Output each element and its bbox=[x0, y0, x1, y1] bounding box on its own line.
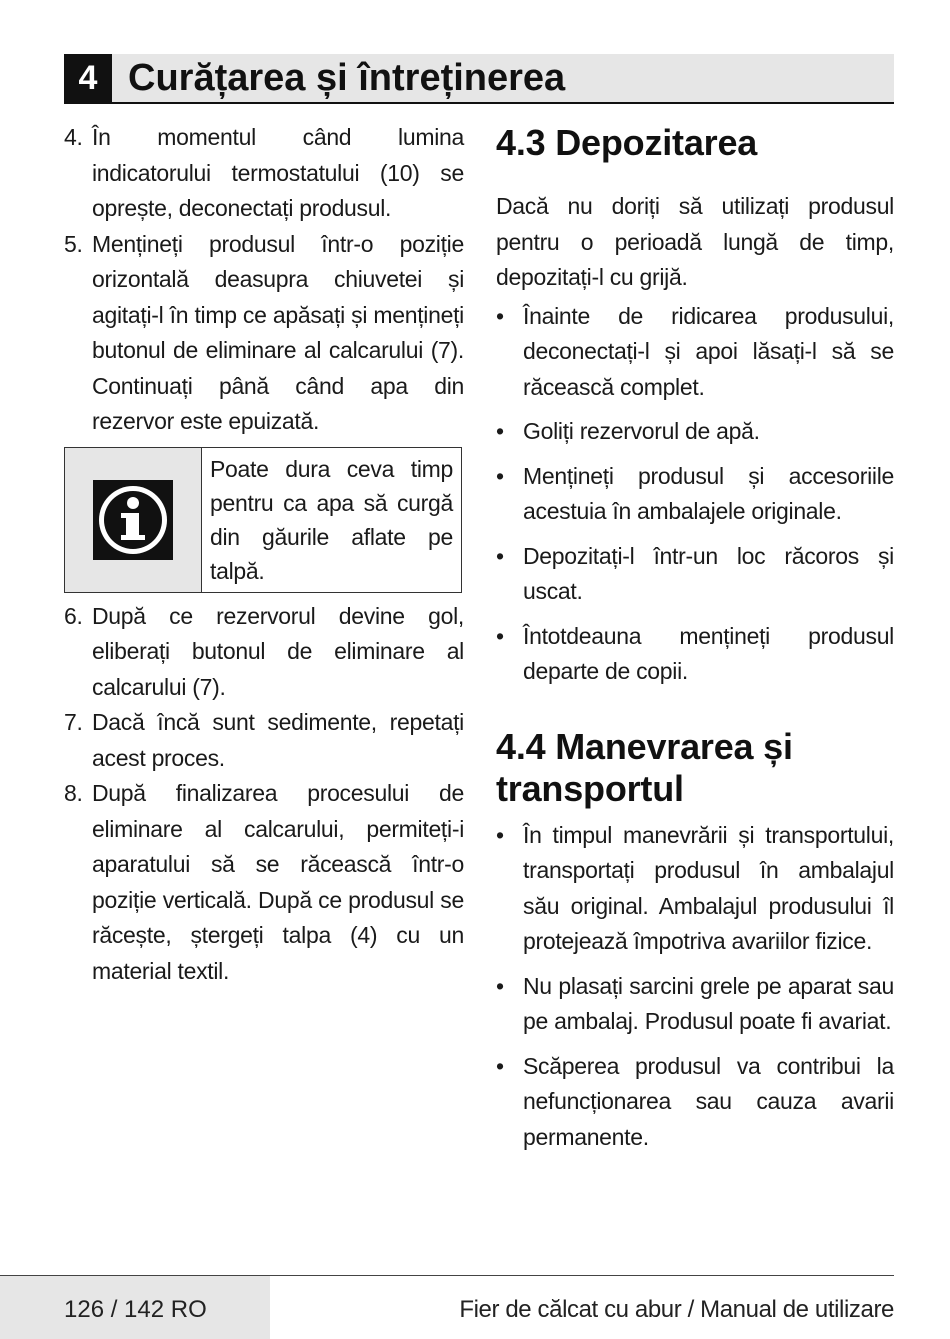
right-column bbox=[496, 120, 894, 1155]
bullet-text: Înainte de ridicarea produsului, deconectați-l și apoi lăsați-l să se răcească complet. bbox=[523, 302, 894, 400]
handling-heading: 4.4 Manevrarea și transportul bbox=[496, 725, 793, 809]
footer-title: Fier de călcat cu abur / Manual de utilizare bbox=[459, 1296, 894, 1323]
step-number: 8. bbox=[64, 780, 83, 806]
note-icon-cell bbox=[65, 448, 202, 592]
step-item bbox=[64, 776, 464, 989]
bullet-dot: • bbox=[496, 622, 504, 649]
bullet-text: Întotdeauna mențineți produsul departe de copii. bbox=[523, 622, 894, 684]
step-item bbox=[64, 227, 464, 440]
step-item bbox=[64, 120, 464, 227]
bullet-dot: • bbox=[496, 418, 504, 444]
handling-bullet bbox=[496, 1049, 894, 1156]
step-number: 7. bbox=[64, 709, 83, 735]
bullet-text: În timpul manevrării și transportului, transportați produsul în ambalajul său original. Ambalajul produsului îl protejează împotriva avariilor fizice. bbox=[523, 821, 894, 954]
storage-bullet bbox=[496, 619, 894, 690]
storage-heading: 4.3 Depozitarea bbox=[496, 122, 758, 163]
bullet-dot: • bbox=[496, 821, 504, 848]
section-header bbox=[64, 54, 894, 104]
note-text: Poate dura ceva timp pentru ca apa să curgă din găurile aflate pe talpă. bbox=[210, 455, 453, 584]
handling-bullet bbox=[496, 818, 894, 960]
bullet-text: Mențineți produsul și accesoriile acestuia în ambalajele originale. bbox=[523, 462, 894, 524]
handling-bullet bbox=[496, 969, 894, 1040]
step-text: Dacă încă sunt sedimente, repetați acest proces. bbox=[92, 709, 464, 771]
bullet-dot: • bbox=[496, 462, 504, 489]
storage-bullet bbox=[496, 299, 894, 406]
bullet-text: Scăperea produsul va contribui la nefuncționarea sau cauza avarii permanente. bbox=[523, 1052, 894, 1150]
step-item bbox=[64, 599, 464, 706]
left-column bbox=[64, 120, 464, 989]
storage-bullet bbox=[496, 459, 894, 530]
step-item bbox=[64, 705, 464, 776]
step-number: 5. bbox=[64, 230, 83, 257]
step-number: 4. bbox=[64, 124, 83, 150]
bullet-text: Nu plasați sarcini grele pe aparat sau pe ambalaj. Produsul poate fi avariat. bbox=[523, 972, 894, 1034]
bullet-dot: • bbox=[496, 972, 504, 999]
info-note bbox=[64, 447, 462, 593]
section-number: 4 bbox=[64, 54, 112, 102]
storage-intro: Dacă nu doriți să utilizați produsul pentru o perioadă lungă de timp, depozitați-l cu grijă. bbox=[496, 193, 894, 290]
bullet-dot: • bbox=[496, 1052, 504, 1079]
step-text: După ce rezervorul devine gol, eliberați butonul de eliminare al calcarului (7). bbox=[92, 602, 464, 700]
bullet-dot: • bbox=[496, 302, 504, 329]
info-icon bbox=[93, 480, 173, 560]
step-text: După finalizarea procesului de eliminare al calcarului, permiteți-i aparatului să se răcească într-o poziție verticală. După ce produsul se răcește, ștergeți talpa (4) cu un material textil. bbox=[92, 780, 464, 984]
step-number: 6. bbox=[64, 602, 83, 629]
page-number: 126 / 142 RO bbox=[64, 1296, 207, 1323]
bullet-text: Depozitați-l într-un loc răcoros și uscat. bbox=[523, 542, 894, 604]
storage-bullet bbox=[496, 414, 894, 450]
bullet-text: Goliți rezervorul de apă. bbox=[523, 418, 760, 444]
step-text: În momentul când lumina indicatorului termostatului (10) se oprește, deconectați produsul. bbox=[92, 124, 464, 221]
step-text: Mențineți produsul într-o poziție orizontală deasupra chiuvetei și agitați-l în timp ce apăsați și mențineți butonul de eliminare al calcarului (7). Continuați până când apa din rezervor este epuizată. bbox=[92, 230, 464, 434]
bullet-dot: • bbox=[496, 542, 504, 569]
storage-bullet bbox=[496, 539, 894, 610]
section-title: Curățarea și întreținerea bbox=[128, 57, 566, 99]
